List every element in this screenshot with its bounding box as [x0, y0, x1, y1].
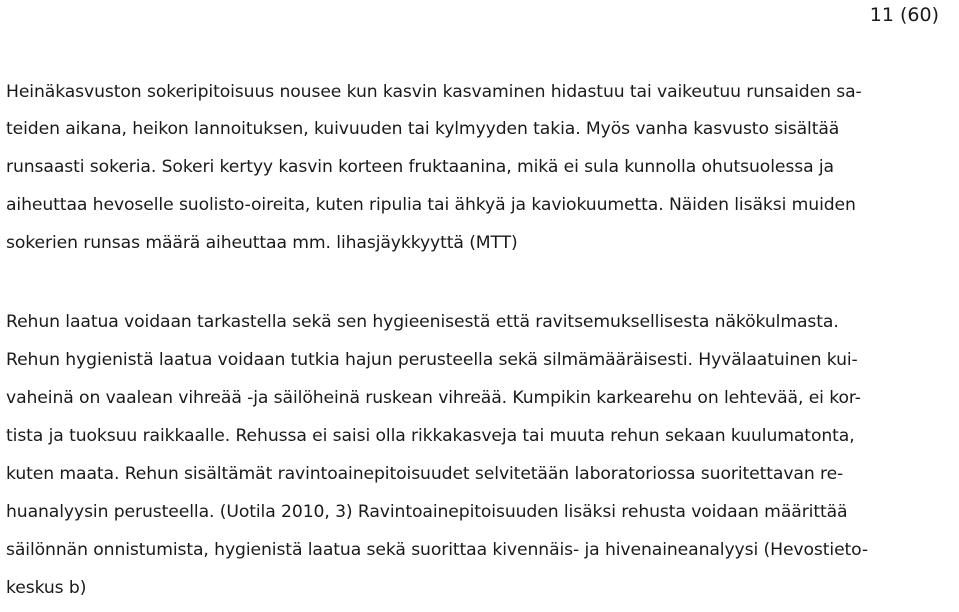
- text-line: keskus b): [6, 578, 87, 598]
- text-line: sokerien runsas määrä aiheuttaa mm. lihasjäykkyyttä (MTT): [6, 233, 518, 253]
- text-line: huanalyysin perusteella. (Uotila 2010, 3) Ravintoainepitoisuuden lisäksi rehusta voidaan määrittää: [6, 502, 848, 522]
- text-line: tista ja tuoksuu raikkaalle. Rehussa ei saisi olla rikkakasveja tai muuta rehun sekaan kuulumatonta,: [6, 426, 855, 446]
- text-line: Heinäkasvuston sokeripitoisuus nousee kun kasvin kasvaminen hidastuu tai vaikeutuu runsaiden sa-: [6, 82, 862, 102]
- text-line: vaheinä on vaalean vihreää -ja säilöheinä ruskean vihreää. Kumpikin karkearehu on lehtevää, ei kor-: [6, 388, 861, 408]
- text-line: runsaasti sokeria. Sokeri kertyy kasvin korteen fruktaanina, mikä ei sula kunnolla ohutsuolessa ja: [6, 157, 834, 177]
- page-number: 11 (60): [869, 4, 939, 26]
- text-line: kuten maata. Rehun sisältämät ravintoainepitoisuudet selvitetään laboratoriossa suoritettavan re-: [6, 464, 844, 484]
- text-line: säilönnän onnistumista, hygienistä laatua sekä suorittaa kivennäis- ja hivenaineanalyysi (Hevostieto-: [6, 540, 869, 560]
- text-line: Rehun hygienistä laatua voidaan tutkia hajun perusteella sekä silmämääräisesti. Hyvälaatuinen kui-: [6, 350, 858, 370]
- text-line: Rehun laatua voidaan tarkastella sekä sen hygieenisestä että ravitsemuksellisesta näkökulmasta.: [6, 312, 839, 332]
- text-line: aiheuttaa hevoselle suolisto-oireita, kuten ripulia tai ähkyä ja kaviokuumetta. Näiden lisäksi muiden: [6, 195, 856, 215]
- text-line: teiden aikana, heikon lannoituksen, kuivuuden tai kylmyyden takia. Myös vanha kasvusto sisältää: [6, 119, 840, 139]
